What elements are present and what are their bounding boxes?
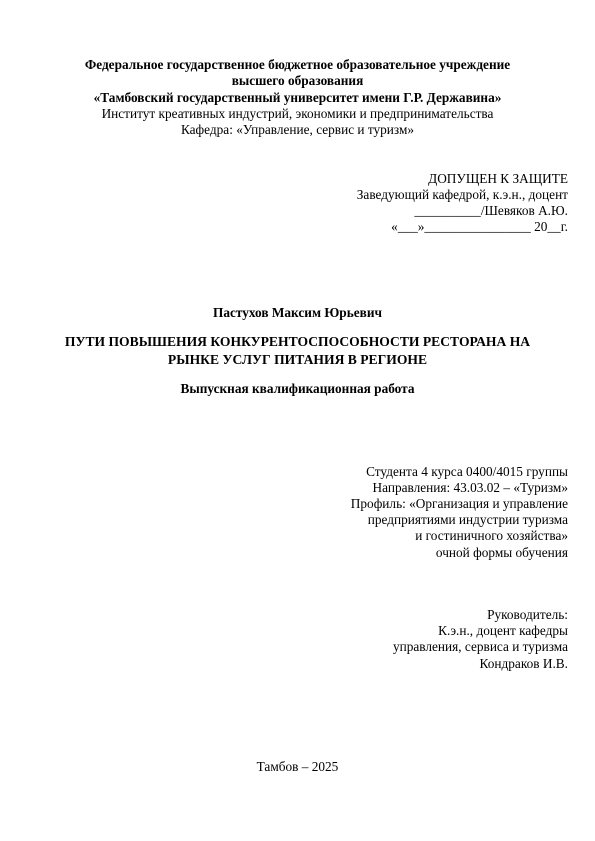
institute-name: Институт креативных индустрий, экономики и предпринимательства [101,106,494,121]
student-study-form: очной формы обучения [435,545,568,560]
supervisor-heading: Руководитель: [487,607,568,622]
supervisor-department: управления, сервиса и туризма [392,639,568,654]
thesis-title-line-2: РЫНКЕ УСЛУГ ПИТАНИЯ В РЕГИОНЕ [167,352,428,367]
education-level: высшего образования [231,73,364,88]
approval-position: Заведующий кафедрой, к.э.н., доцент [356,187,568,202]
student-direction: Направления: 43.03.02 – «Туризм» [372,480,568,495]
university-name: «Тамбовский государственный университет имени Г.Р. Державина» [93,90,502,105]
city-year: Тамбов – 2025 [256,759,339,774]
author-name: Пастухов Максим Юрьевич [213,305,382,320]
supervisor-degree: К.э.н., доцент кафедры [438,623,568,638]
supervisor-name: Кондраков И.В. [479,656,568,671]
thesis-title-line-1: ПУТИ ПОВЫШЕНИЯ КОНКУРЕНТОСПОСОБНОСТИ РЕСТОРАНА НА [64,334,531,349]
department-name: Кафедра: «Управление, сервис и туризм» [180,122,415,137]
student-profile-line-1: Профиль: «Организация и управление [350,496,568,511]
student-profile-line-3: и гостиничного хозяйства» [415,528,568,543]
work-type: Выпускная квалификационная работа [180,381,415,396]
approval-heading: ДОПУЩЕН К ЗАЩИТЕ [428,171,568,186]
approval-date: «___»________________ 20__г. [391,219,568,234]
institution-type: Федеральное государственное бюджетное образовательное учреждение [84,57,511,72]
student-profile-line-2: предприятиями индустрии туризма [367,512,568,527]
approval-signature: __________/Шевяков А.Ю. [414,203,568,218]
student-course-group: Студента 4 курса 0400/4015 группы [366,464,568,479]
